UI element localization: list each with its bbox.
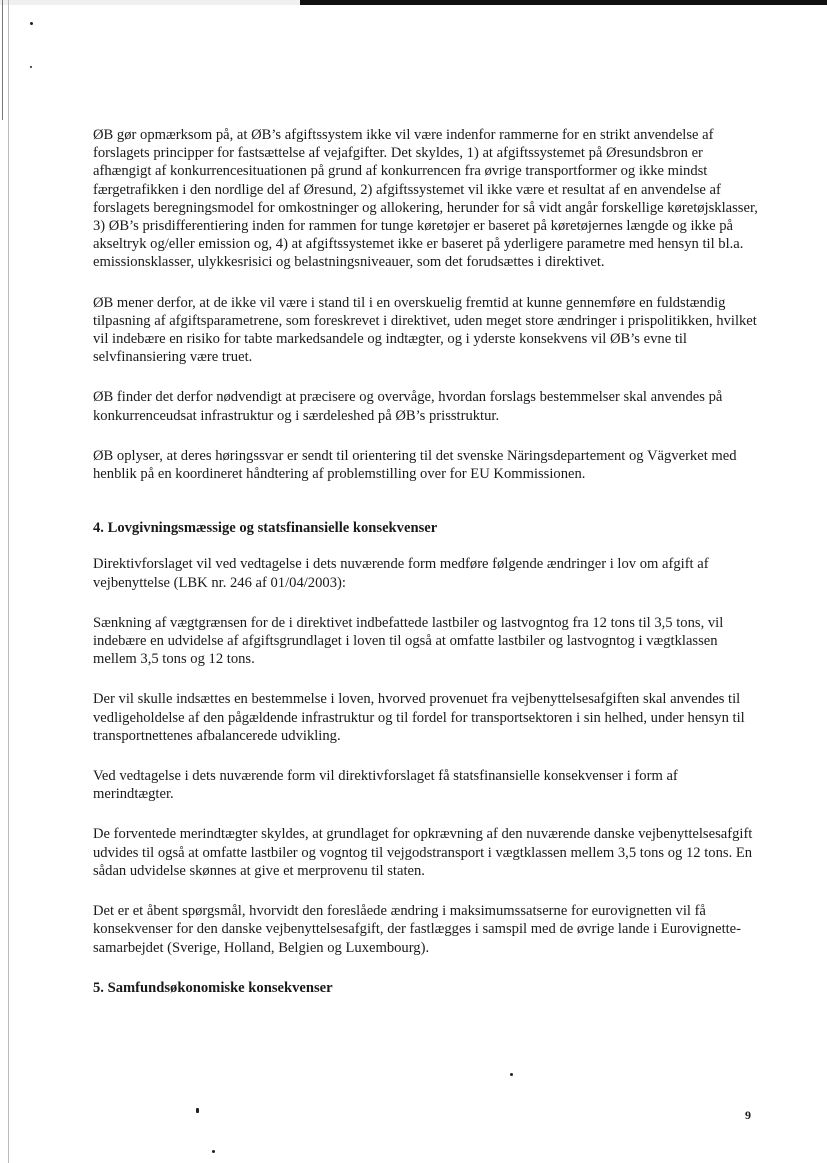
section-heading: 4. Lovgivningsmæssige og statsfinansielle konsekvenser [93, 520, 438, 537]
paragraph: De forventede merindtægter skyldes, at grundlaget for opkrævning af den nuværende danske vejbenyttelsesafgift udvides til også at omfatte lastbiler og vogntog til vejgodstransport i vægtklassen mellem 3,5 tons og 12 tons. En sådan udvidelse skønnes at give et merprovenu til staten. [93, 826, 753, 879]
scan-top-shadow [300, 0, 827, 5]
section-heading: 5. Samfundsøkonomiske konsekvenser [93, 979, 333, 996]
scan-left-edge [8, 0, 9, 1163]
scan-speck [30, 22, 33, 25]
paragraph: ØB oplyser, at deres høringssvar er sendt til orientering til det svenske Näringsdepartement og Vägverket med henblik på en koordineret håndtering af problemstilling over for EU Kommissionen. [93, 447, 737, 483]
paragraph: Sænkning af vægtgrænsen for de i direktivet indbefattede lastbiler og lastvogntog fra 12 tons til 3,5 tons, vil indebære en udvidelse af afgiftsgrundlaget i loven til også at omfatte lastbiler og lastvogntog i vægtklassen mellem 3,5 tons og 12 tons. [93, 614, 724, 668]
paragraph: ØB gør opmærksom på, at ØB’s afgiftssystem ikke vil være indenfor rammerne for en strikt anvendelse af forslagets principper for fastsættelse af vejafgifter. Det skyldes, 1) at afgiftssystemet på Øresundsbron er afhængigt af konkurrencesituationen på grund af konkurrencen fra øvrige transportformer og ikke mindst færgetrafikken i den nordlige del af Øresund, 2) afgiftssystemet vil ikke være et resultat af en anvendelse af forslagets beregningsmodel for omkostninger og allokering, herunder for så vidt angår forskellige køretøjsklasser, 3) ØB’s prisdifferentiering inden for rammen for tunge køretøjer er baseret på køretøjernes længde og ikke på akseltryk og/eller emission og, 4) at afgiftssystemet ikke er baseret på yderligere parametre med hensyn til bl.a. emissionsklasser, ulykkesrisici og belastningsniveauer, som det forudsættes i direktivet. [93, 127, 758, 271]
paragraph: Ved vedtagelse i dets nuværende form vil direktivforslaget få statsfinansielle konsekvenser i form af merindtægter. [93, 768, 678, 803]
document-page [93, 126, 761, 1015]
scan-speck [30, 66, 32, 68]
paragraph: ØB mener derfor, at de ikke vil være i stand til i en overskuelig fremtid at kunne gennemføre en fuldstændig tilpasning af afgiftsparametrene, som foreskrevet i direktivet, uden meget store ændringer i prispolitikken, hvilket vil indebære en risiko for tabte markedsandele og indtægter, og i yderste konsekvens vil ØB’s evne til selvfinansiering være truet. [93, 294, 757, 366]
paragraph: ØB finder det derfor nødvendigt at præcisere og overvåge, hvordan forslags bestemmelser skal anvendes på konkurrenceudsat infrastruktur og i særdeleshed på ØB’s prisstruktur. [93, 389, 723, 424]
scan-speck [196, 1108, 199, 1113]
paragraph: Det er et åbent spørgsmål, hvorvidt den foreslåede ændring i maksimumssatserne for eurovignetten vil få konsekvenser for den danske vejbenyttelsesafgift, der fastlægges i samspil med de øvrige lande i Eurovignette-samarbejdet (Sverige, Holland, Belgien og Luxembourg). [93, 903, 742, 956]
scan-speck [510, 1073, 513, 1076]
page-number: 9 [745, 1108, 751, 1122]
paragraph: Der vil skulle indsættes en bestemmelse i loven, hvorved provenuet fra vejbenyttelsesafgiften skal anvendes til vedligeholdelse af den pågældende infrastruktur og til fordel for transportsektoren i sin helhed, under hensyn til transportnettenes afbalancerede udvikling. [93, 691, 745, 744]
scan-left-mark [2, 0, 3, 120]
scan-speck [212, 1150, 215, 1153]
paragraph: Direktivforslaget vil ved vedtagelse i dets nuværende form medføre følgende ændringer i lov om afgift af vejbenyttelse (LBK nr. 246 af 01/04/2003): [93, 556, 709, 591]
